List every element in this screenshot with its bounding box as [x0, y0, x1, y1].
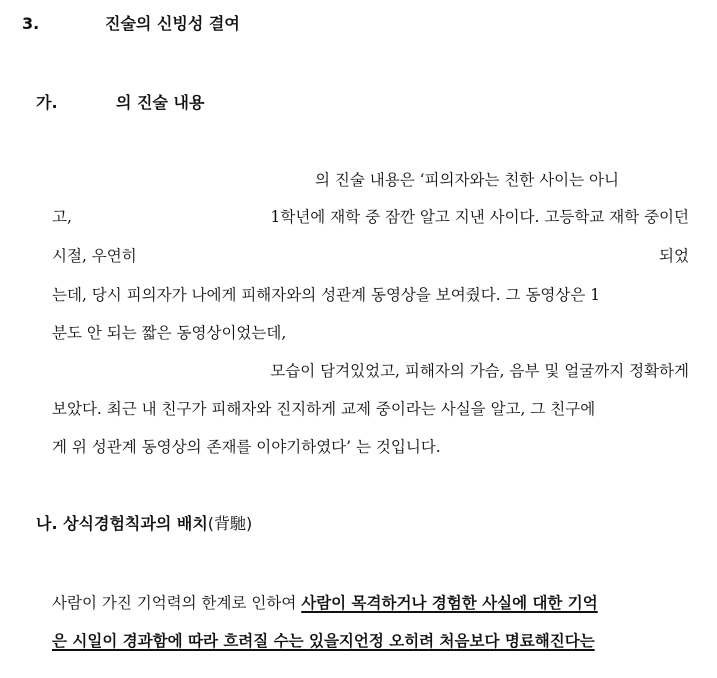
paragraph2-line1 [52, 593, 598, 613]
section-ga-title: 의 진술 내용 [116, 93, 205, 112]
paragraph1-line1: 의 진술 내용은 ‘피의자와는 친한 사이는 아니 [315, 171, 620, 189]
paragraph2-line1-plain: 사람이 가진 기억력의 한계로 인하여 [52, 594, 302, 612]
paragraph2-line2-underlined: 은 시일이 경과함에 따라 흐려질 수는 있을지언정 오히려 처음보다 명료해진다는 [52, 632, 595, 650]
paragraph1-line8: 게 위 성관계 동영상의 존재를 이야기하였다’ 는 것입니다. [52, 438, 441, 456]
section-3-title: 진술의 신빙성 결여 [105, 14, 240, 33]
paragraph1-line3-left: 시절, 우연히 [52, 247, 137, 265]
paragraph1-line4: 는데, 당시 피의자가 나에게 피해자와의 성관계 동영상을 보여줬다. 그 동영상은 1 [52, 286, 601, 304]
section-3-number: 3. [22, 14, 40, 33]
paragraph1-line6: 모습이 담겨있었고, 피해자의 가슴, 음부 및 얼굴까지 정확하게 [270, 362, 689, 380]
paragraph2-line1-underlined: 사람이 목격하거나 경험한 사실에 대한 기억 [301, 594, 598, 612]
section-ga-number: 가. [36, 93, 58, 112]
section-na-heading [36, 514, 252, 534]
paragraph1-line7: 보았다. 최근 내 친구가 피해자와 진지하게 교제 중이라는 사실을 알고, 그 친구에 [52, 400, 596, 418]
paragraph1-line5: 분도 안 되는 짧은 동영상이었는데, [52, 324, 287, 342]
section-3-heading [22, 14, 39, 34]
paragraph1-line2-left: 고, [52, 208, 72, 226]
paragraph1-line3-right: 되었 [659, 247, 689, 265]
paragraph1-line2-right: 1학년에 재학 중 잠깐 알고 지낸 사이다. 고등학교 재학 중이던 [270, 208, 689, 226]
paragraph2-line2 [52, 631, 595, 651]
section-na-hanja: (背馳) [207, 514, 253, 533]
section-na-title: 나. 상식경험칙과의 배치 [36, 514, 208, 533]
